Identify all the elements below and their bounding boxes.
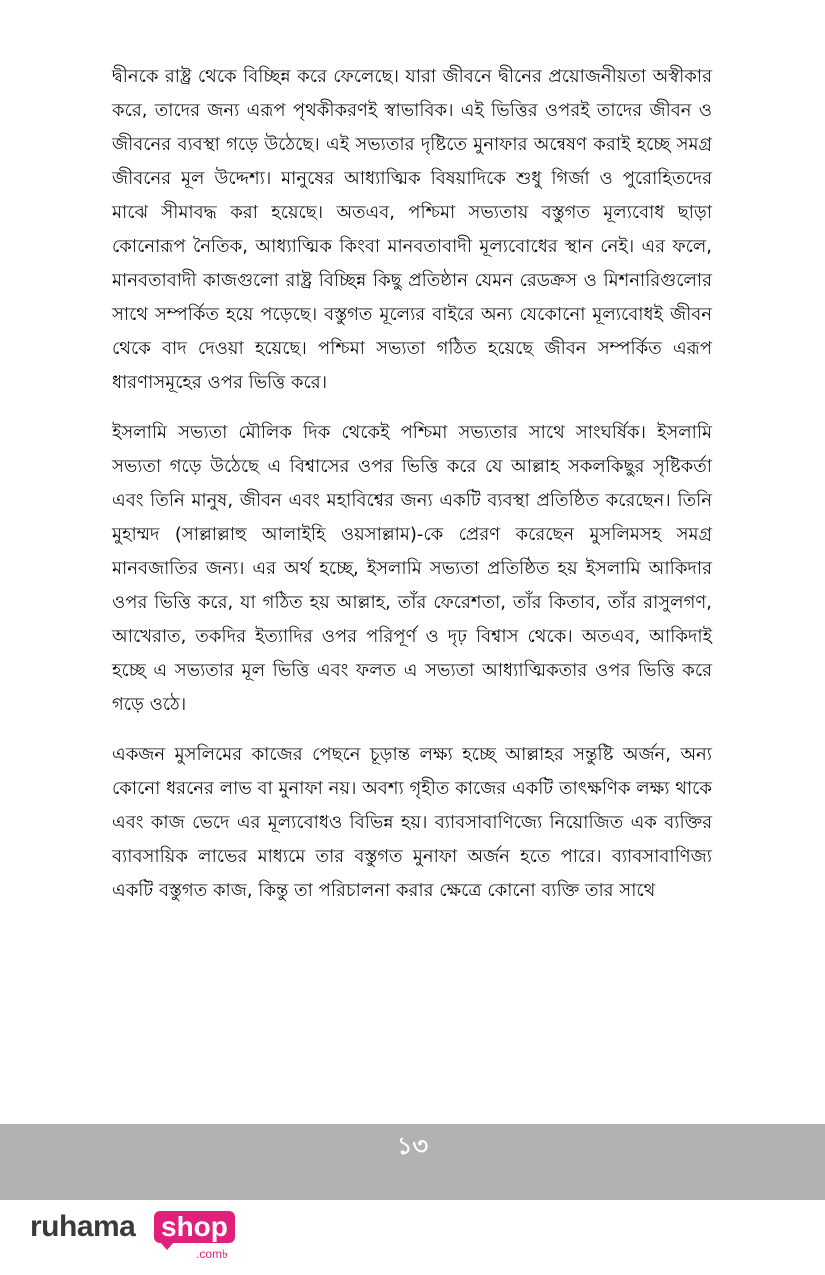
footer-band (0, 1124, 825, 1200)
paragraph-1: দ্বীনকে রাষ্ট্র থেকে বিচ্ছিন্ন করে ফেলেছে। যারা জীবনে দ্বীনের প্রয়োজনীয়তা অস্বীকার করে, তাদের জন্য এরূপ পৃথকীকরণই স্বাভাবিক। এই ভিত্তির ওপরই তাদের জীবন ও জীবনের ব্যবস্থা গড়ে উঠেছে। এই সভ্যতার দৃষ্টিতে মুনাফার অন্বেষণ করাই হচ্ছে সমগ্র জীবনের মূল উদ্দেশ্য। মানুষের আধ্যাত্মিক বিষয়াদিকে শুধু গির্জা ও পুরোহিতদের মাঝে সীমাবদ্ধ করা হয়েছে। অতএব, পশ্চিমা সভ্যতায় বস্তুগত মূল্যবোধ ছাড়া কোনোরূপ নৈতিক, আধ্যাত্মিক কিংবা মানবতাবাদী মূল্যবোধের স্থান নেই। এর ফলে, মানবতাবাদী কাজগুলো রাষ্ট্র বিচ্ছিন্ন কিছু প্রতিষ্ঠান যেমন রেডক্রস ও মিশনারিগুলোর সাথে সম্পর্কিত হয়ে পড়েছে। বস্তুগত মূল্যের বাইরে অন্য যেকোনো মূল্যবোধই জীবন থেকে বাদ দেওয়া হয়েছে। পশ্চিমা সভ্যতা গঠিত হয়েছে জীবন সম্পর্কিত এরূপ ধারণাসমূহের ওপর ভিত্তি করে। (112, 66, 712, 393)
logo-brand-text: ruhama (30, 1210, 136, 1243)
page-body (112, 60, 712, 924)
logo-shop-badge: shop (154, 1211, 235, 1243)
page-number: ১৩ (396, 1132, 429, 1160)
ruhamashop-logo (30, 1208, 290, 1260)
paragraph-3: একজন মুসলিমের কাজের পেছনে চূড়ান্ত লক্ষ্য হচ্ছে আল্লাহর সন্তুষ্টি অর্জন, অন্য কোনো ধরনের লাভ বা মুনাফা নয়। অবশ্য গৃহীত কাজের একটি তাৎক্ষণিক লক্ষ্য থাকে এবং কাজ ভেদে এর মূল্যবোধও বিভিন্ন হয়। ব্যাবসাবাণিজ্যে নিয়োজিত এক ব্যক্তির ব্যাবসায়িক লাভের মাধ্যমে তার বস্তুগত মুনাফা অর্জন হতে পারে। ব্যাবসাবাণিজ্য একটি বস্তুগত কাজ, কিন্তু তা পরিচালনা করার ক্ষেত্রে কোনো ব্যক্তি তার সাথে (112, 744, 712, 901)
logo-domain-text: .com৳ (196, 1247, 228, 1261)
paragraph-2: ইসলামি সভ্যতা মৌলিক দিক থেকেই পশ্চিমা সভ্যতার সাথে সাংঘর্ষিক। ইসলামি সভ্যতা গড়ে উঠেছে এ বিশ্বাসের ওপর ভিত্তি করে যে আল্লাহ সকলকিছুর সৃষ্টিকর্তা এবং তিনি মানুষ, জীবন এবং মহাবিশ্বের জন্য একটি ব্যবস্থা প্রতিষ্ঠিত করেছেন। তিনি মুহাম্মদ (সাল্লাল্লাহু আলাইহি ওয়সাল্লাম)-কে প্রেরণ করেছেন মুসলিমসহ সমগ্র মানবজাতির জন্য। এর অর্থ হচ্ছে, ইসলামি সভ্যতা প্রতিষ্ঠিত হয় ইসলামি আকিদার ওপর ভিত্তি করে, যা গঠিত হয় আল্লাহ, তাঁর ফেরেশতা, তাঁর কিতাব, তাঁর রাসুলগণ, আখেরাত, তকদির ইত্যাদির ওপর পরিপূর্ণ ও দৃঢ় বিশ্বাস থেকে। অতএব, আকিদাই হচ্ছে এ সভ্যতার মূল ভিত্তি এবং ফলত এ সভ্যতা আধ্যাত্মিকতার ওপর ভিত্তি করে গড়ে ওঠে। (112, 422, 712, 715)
